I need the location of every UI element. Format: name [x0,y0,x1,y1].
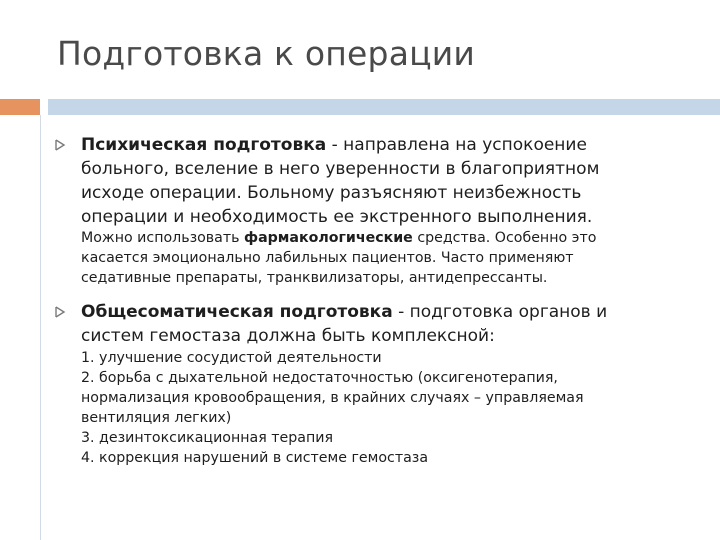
arrow-bullet-icon [54,139,68,153]
section2-line2: систем гемостаза должна быть комплексной: [81,326,495,346]
list-item: вентиляция легких) [81,410,232,426]
section2-heading: Общесоматическая подготовка [81,302,393,322]
note-bold: фармакологические [244,230,413,246]
list-item: 4. коррекция нарушений в системе гемостаза [81,450,429,466]
header-rule-bar [48,99,720,115]
section1-heading: Психическая подготовка [81,135,327,155]
note-prefix: Можно использовать [81,230,244,246]
note-suffix: средства. Особенно это [412,230,597,246]
list-item: 2. борьба с дыхательной недостаточностью (оксигенотерапия, [81,370,558,386]
section1-line4: операции и необходимость ее экстренного выполнения. [81,207,593,227]
list-item: 1. улучшение сосудистой деятельности [81,350,382,366]
section1-line1-rest: - направлена на успокоение [326,135,587,155]
arrow-bullet-icon [54,306,68,320]
section1-line3: исходе операции. Больному разъясняют неизбежность [81,183,582,203]
section1-line1 [81,133,701,157]
list-item: нормализация кровообращения, в крайних случаях – управляемая [81,390,584,406]
section-somatic [81,300,701,348]
section1-line2: больного, вселение в него уверенности в благоприятном [81,159,600,179]
section1-note-line1 [81,228,701,248]
section2-list [81,348,701,468]
list-item: 3. дезинтоксикационная терапия [81,430,333,446]
section2-line1 [81,300,701,324]
section2-line1-rest: - подготовка органов и [392,302,608,322]
slide-title: Подготовка к операции [57,34,476,73]
sidebar-divider [40,115,41,540]
section-psychological [81,133,701,229]
section1-note [81,228,701,288]
accent-block [0,99,40,115]
section1-note-line2: касается эмоционально лабильных пациентов. Часто применяют [81,250,574,266]
section1-note-line3: седативные препараты, транквилизаторы, антидепрессанты. [81,270,548,286]
